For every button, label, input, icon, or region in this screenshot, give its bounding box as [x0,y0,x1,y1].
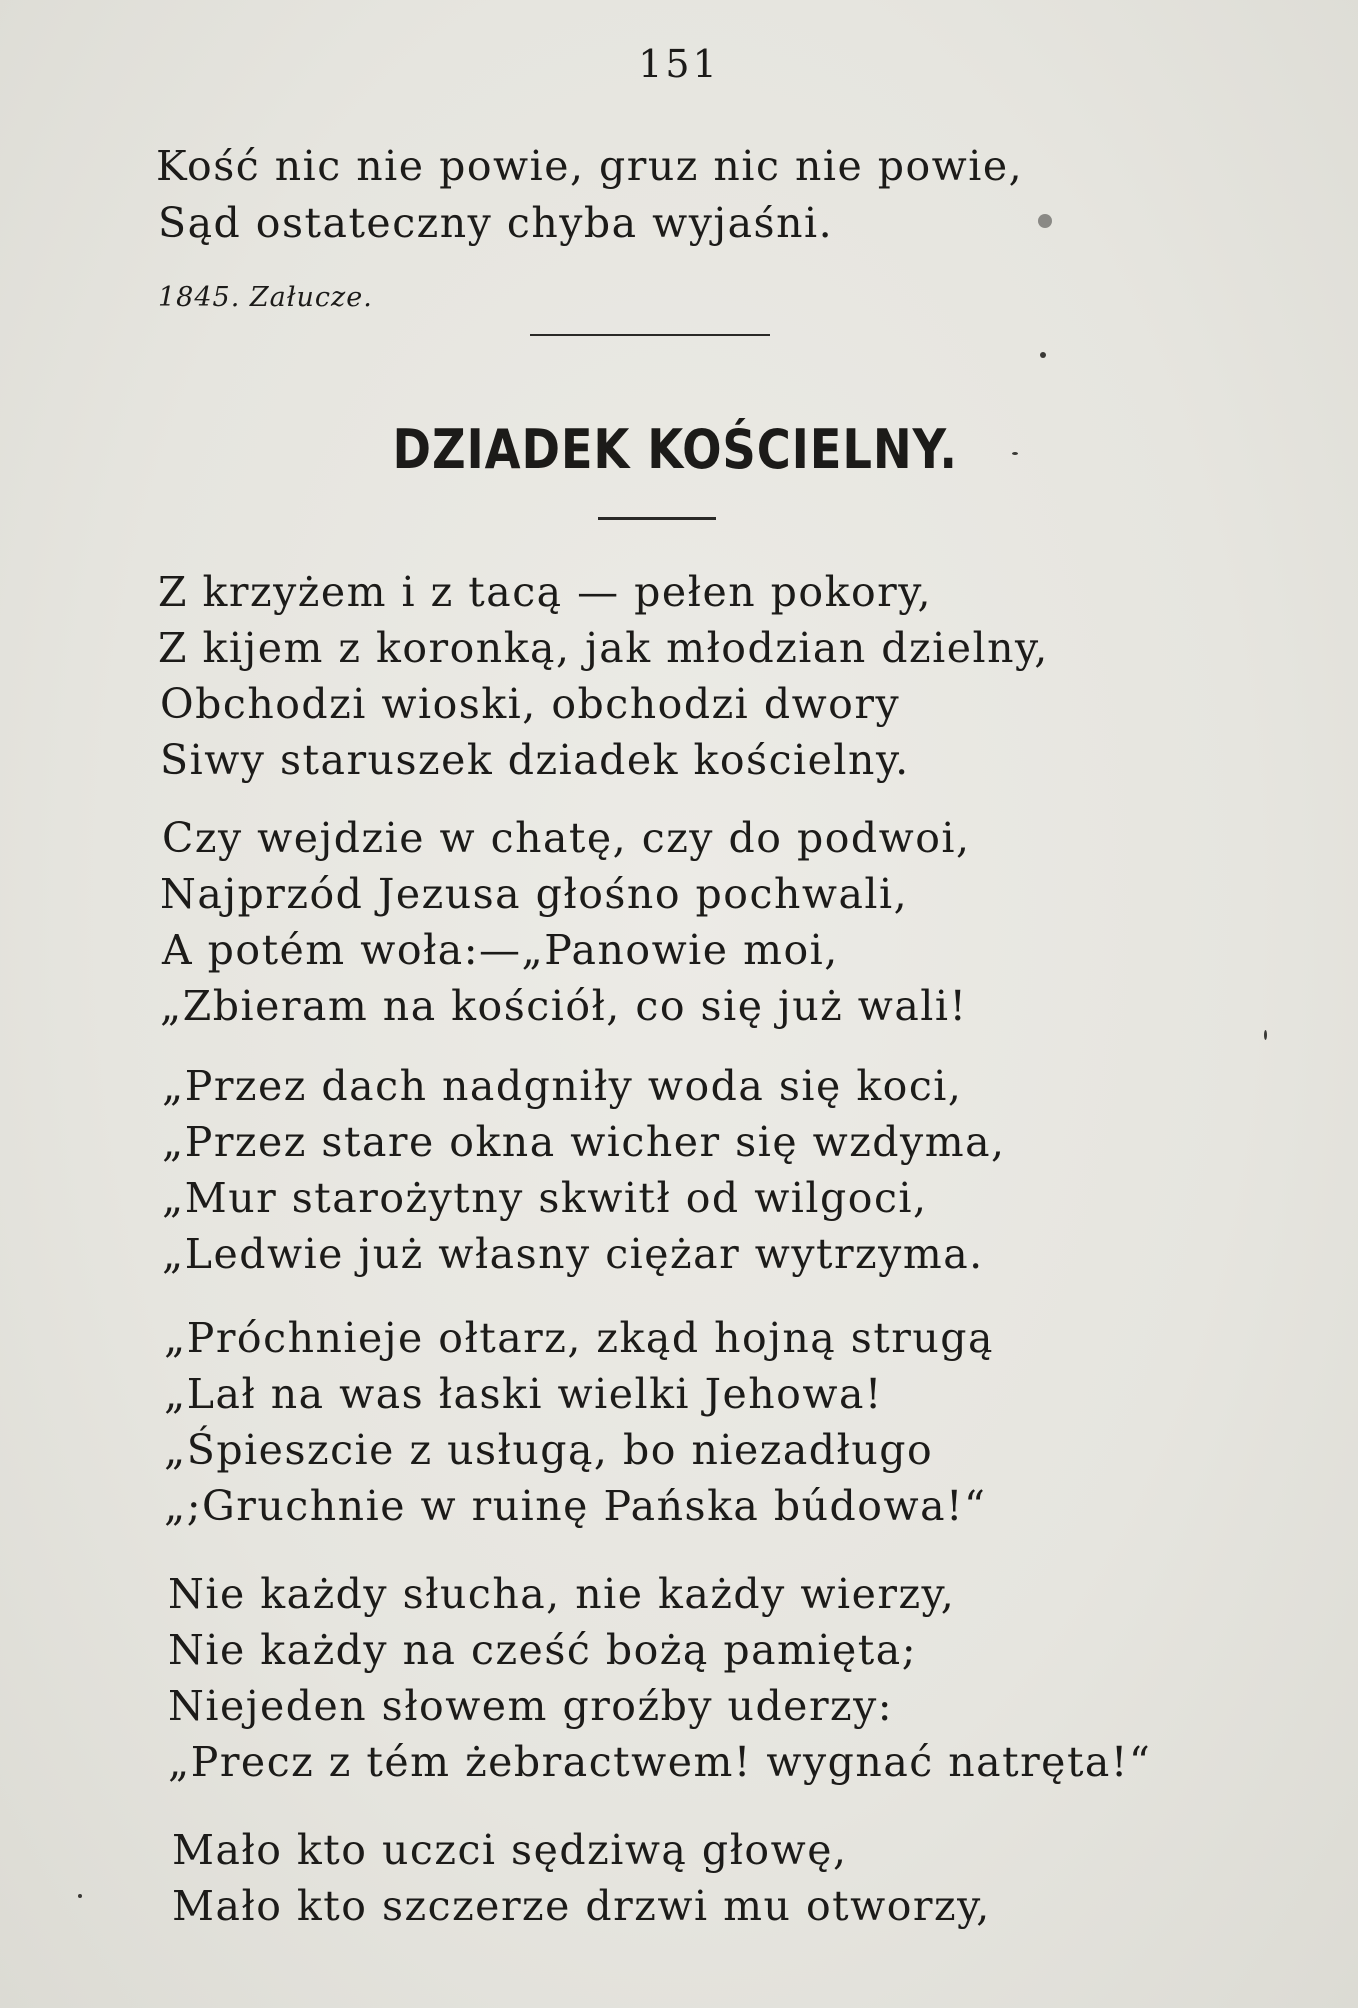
ink-speck [1040,352,1046,358]
poem-line: Obchodzi wioski, obchodzi dwory [160,680,901,728]
poem-line: Z krzyżem i z tacą — pełen pokory, [158,568,932,616]
poem-line: „Próchnieje ołtarz, zkąd hojną strugą [164,1314,994,1362]
poem-line: Siwy staruszek dziadek kościelny. [160,736,910,784]
page-number: 151 [638,42,720,86]
ink-speck [1012,452,1018,455]
poem-line: Czy wejdzie w chatę, czy do podwoi, [162,814,971,862]
poem-line: „Śpieszcie z usługą, bo niezadługo [164,1426,934,1474]
poem-line: Najprzód Jezusa głośno pochwali, [160,870,909,918]
ink-speck [1264,1030,1267,1040]
poem-line: Niejeden słowem groźby uderzy: [168,1682,894,1730]
date-place: 1845. Załucze. [158,282,373,313]
poem-line: „;Gruchnie w ruinę Pańska búdowa!“ [164,1482,987,1530]
poem-line: „Mur starożytny skwitł od wilgoci, [162,1174,928,1222]
poem-line: „Przez dach nadgniły woda się koci, [162,1062,963,1110]
title-underline [598,517,716,520]
section-divider [530,334,770,336]
poem-line: Nie każdy na cześć bożą pamięta; [168,1626,918,1674]
previous-poem-line: Kość nic nie powie, gruz nic nie powie, [156,142,1024,190]
previous-poem-line: Sąd ostateczny chyba wyjaśni. [158,199,834,247]
poem-line: A potém woła:—„Panowie moi, [162,926,839,974]
poem-line: Mało kto uczci sędziwą głowę, [172,1826,848,1874]
poem-line: „Zbieram na kościół, co się już wali! [160,982,968,1030]
poem-line: „Precz z tém żebractwem! wygnać natręta!“ [168,1738,1152,1786]
poem-line: Nie każdy słucha, nie każdy wierzy, [168,1570,956,1618]
ink-speck [78,1894,82,1898]
poem-line: „Przez stare okna wicher się wzdyma, [162,1118,1006,1166]
poem-line: Z kijem z koronką, jak młodzian dzielny, [158,624,1049,672]
ink-speck [1038,214,1052,228]
poem-line: Mało kto szczerze drzwi mu otworzy, [172,1882,991,1930]
poem-line: „Ledwie już własny ciężar wytrzyma. [162,1230,984,1278]
poem-title: DZIADEK KOŚCIELNY. [392,418,958,481]
poem-line: „Lał na was łaski wielki Jehowa! [164,1370,883,1418]
